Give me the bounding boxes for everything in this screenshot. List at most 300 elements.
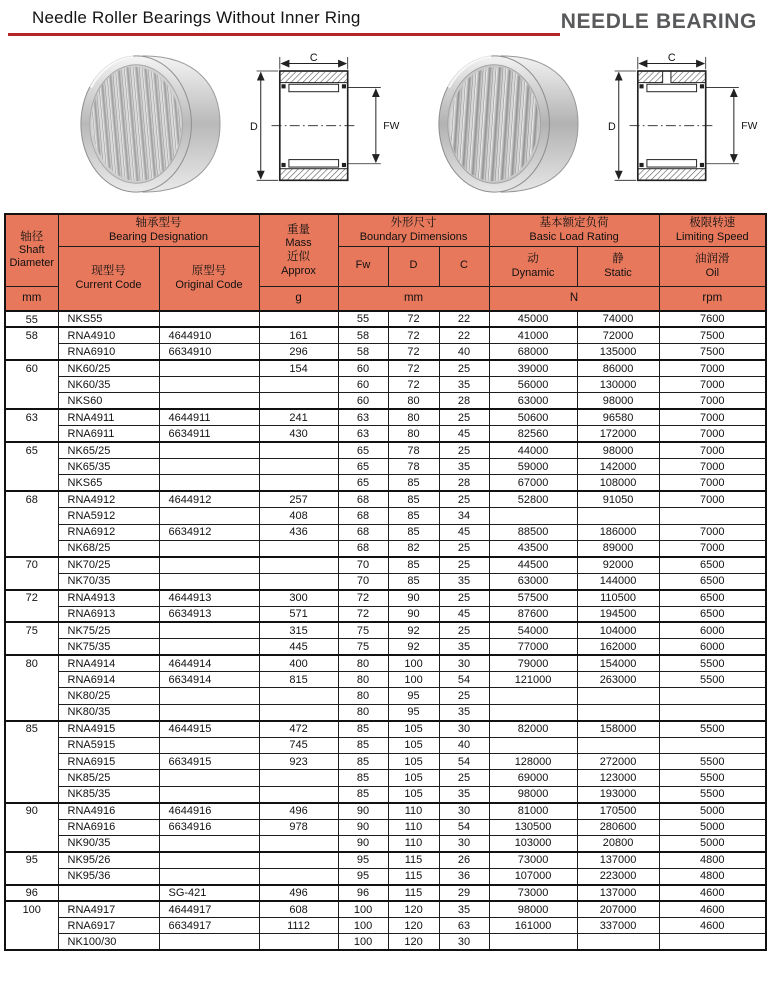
fw-cell: 100 xyxy=(338,934,388,950)
header-boundary-dimensions: 外形尺寸 Boundary Dimensions xyxy=(338,214,489,246)
oil-speed-cell: 7600 xyxy=(659,311,766,327)
current-code-cell: NKS60 xyxy=(58,393,159,409)
current-code-cell: RNA6914 xyxy=(58,672,159,688)
dynamic-load-cell: 52800 xyxy=(489,491,577,507)
original-code-cell xyxy=(159,557,259,573)
mass-cell: 400 xyxy=(259,655,338,671)
table-row xyxy=(5,885,766,901)
c-cell: 35 xyxy=(439,573,489,589)
table-row xyxy=(5,672,766,688)
original-code-cell xyxy=(159,622,259,638)
unit-g: g xyxy=(259,286,338,311)
oil-speed-cell: 7000 xyxy=(659,442,766,458)
oil-speed-cell xyxy=(659,508,766,524)
mass-cell: 436 xyxy=(259,524,338,540)
dynamic-load-cell: 57500 xyxy=(489,590,577,606)
original-code-cell xyxy=(159,393,259,409)
oil-speed-cell: 4600 xyxy=(659,901,766,917)
oil-speed-cell: 7000 xyxy=(659,426,766,442)
mass-cell: 445 xyxy=(259,639,338,655)
brand-logo-text: NEEDLE BEARING xyxy=(560,10,757,33)
static-load-cell: 142000 xyxy=(577,459,659,475)
fw-cell: 85 xyxy=(338,721,388,737)
original-code-cell: 6634912 xyxy=(159,524,259,540)
bearing-photo-1 xyxy=(74,46,222,202)
oil-speed-cell: 5000 xyxy=(659,803,766,819)
c-cell: 22 xyxy=(439,327,489,343)
bearing-spec-table xyxy=(4,213,767,951)
d-cell: 80 xyxy=(388,393,439,409)
current-code-cell: NK90/35 xyxy=(58,836,159,852)
d-cell: 105 xyxy=(388,737,439,753)
header-bearing-designation: 轴承型号 Bearing Designation xyxy=(58,214,259,246)
oil-speed-cell: 6500 xyxy=(659,590,766,606)
mass-cell xyxy=(259,704,338,720)
current-code-cell: RNA5912 xyxy=(58,508,159,524)
current-code-cell: NK80/35 xyxy=(58,704,159,720)
c-cell: 34 xyxy=(439,508,489,524)
c-cell: 35 xyxy=(439,639,489,655)
original-code-cell xyxy=(159,475,259,491)
table-row xyxy=(5,475,766,491)
oil-speed-cell xyxy=(659,737,766,753)
table-row xyxy=(5,786,766,802)
current-code-cell: NK60/35 xyxy=(58,377,159,393)
header-fw: Fw xyxy=(338,246,388,286)
unit-mm-boundary: mm xyxy=(338,286,489,311)
d-cell: 110 xyxy=(388,819,439,835)
table-row xyxy=(5,803,766,819)
current-code-cell: RNA6916 xyxy=(58,819,159,835)
current-code-cell: NK75/35 xyxy=(58,639,159,655)
c-cell: 35 xyxy=(439,704,489,720)
fw-cell: 65 xyxy=(338,459,388,475)
title-underline xyxy=(8,7,560,36)
fw-cell: 68 xyxy=(338,524,388,540)
header-basic-load-rating: 基本额定负荷 Basic Load Rating xyxy=(489,214,659,246)
c-cell: 25 xyxy=(439,409,489,425)
original-code-cell xyxy=(159,852,259,868)
mass-cell: 161 xyxy=(259,327,338,343)
original-code-cell xyxy=(159,377,259,393)
dynamic-load-cell: 56000 xyxy=(489,377,577,393)
header-oil: 油润滑 Oil xyxy=(659,246,766,286)
c-cell: 54 xyxy=(439,672,489,688)
table-row xyxy=(5,917,766,933)
original-code-cell: 4644913 xyxy=(159,590,259,606)
table-row xyxy=(5,754,766,770)
original-code-cell: 6634915 xyxy=(159,754,259,770)
original-code-cell xyxy=(159,737,259,753)
static-load-cell: 158000 xyxy=(577,721,659,737)
fw-cell: 85 xyxy=(338,786,388,802)
d-cell: 115 xyxy=(388,868,439,884)
shaft-diameter-cell: 60 xyxy=(5,360,58,409)
original-code-cell: 4644915 xyxy=(159,721,259,737)
table-body xyxy=(5,311,766,950)
header-shaft-diameter: 轴径 Shaft Diameter xyxy=(5,214,58,286)
fw-cell: 80 xyxy=(338,688,388,704)
fw-dim-label: FW xyxy=(383,120,400,132)
d-cell: 85 xyxy=(388,573,439,589)
d-cell: 90 xyxy=(388,606,439,622)
oil-speed-cell: 5500 xyxy=(659,770,766,786)
static-load-cell: 193000 xyxy=(577,786,659,802)
table-row xyxy=(5,360,766,376)
c-cell: 45 xyxy=(439,524,489,540)
d-cell: 85 xyxy=(388,557,439,573)
c-cell: 25 xyxy=(439,540,489,556)
original-code-cell: 6634911 xyxy=(159,426,259,442)
fw-cell: 65 xyxy=(338,442,388,458)
table-row xyxy=(5,573,766,589)
d-cell: 85 xyxy=(388,491,439,507)
mass-cell xyxy=(259,557,338,573)
table-row xyxy=(5,704,766,720)
current-code-cell: RNA4917 xyxy=(58,901,159,917)
dynamic-load-cell: 73000 xyxy=(489,852,577,868)
header-d: D xyxy=(388,246,439,286)
d-cell: 78 xyxy=(388,459,439,475)
static-load-cell: 72000 xyxy=(577,327,659,343)
oil-speed-cell: 5500 xyxy=(659,655,766,671)
static-load-cell: 135000 xyxy=(577,344,659,360)
current-code-cell: RNA6913 xyxy=(58,606,159,622)
current-code-cell: NK70/35 xyxy=(58,573,159,589)
c-cell: 30 xyxy=(439,934,489,950)
fw-cell: 75 xyxy=(338,639,388,655)
static-load-cell: 280600 xyxy=(577,819,659,835)
dynamic-load-cell: 39000 xyxy=(489,360,577,376)
dynamic-load-cell xyxy=(489,934,577,950)
dynamic-load-cell: 82560 xyxy=(489,426,577,442)
oil-speed-cell xyxy=(659,934,766,950)
original-code-cell xyxy=(159,442,259,458)
c-cell: 30 xyxy=(439,803,489,819)
fw-cell: 65 xyxy=(338,475,388,491)
static-load-cell: 91050 xyxy=(577,491,659,507)
mass-cell: 154 xyxy=(259,360,338,376)
static-load-cell xyxy=(577,704,659,720)
oil-speed-cell: 6000 xyxy=(659,639,766,655)
original-code-cell: 6634917 xyxy=(159,917,259,933)
fw-cell: 72 xyxy=(338,590,388,606)
current-code-cell: NK65/25 xyxy=(58,442,159,458)
static-load-cell: 272000 xyxy=(577,754,659,770)
d-cell: 85 xyxy=(388,508,439,524)
fw-cell: 90 xyxy=(338,836,388,852)
shaft-diameter-cell: 65 xyxy=(5,442,58,491)
dynamic-load-cell: 44000 xyxy=(489,442,577,458)
c-cell: 30 xyxy=(439,655,489,671)
current-code-cell: RNA4912 xyxy=(58,491,159,507)
current-code-cell: RNA4910 xyxy=(58,327,159,343)
current-code-cell: NKS55 xyxy=(58,311,159,327)
oil-speed-cell: 7000 xyxy=(659,475,766,491)
mass-cell xyxy=(259,852,338,868)
mass-cell: 408 xyxy=(259,508,338,524)
current-code-cell: RNA5915 xyxy=(58,737,159,753)
original-code-cell xyxy=(159,540,259,556)
title-bar xyxy=(0,0,769,36)
c-cell: 35 xyxy=(439,459,489,475)
oil-speed-cell: 4800 xyxy=(659,852,766,868)
dynamic-load-cell: 103000 xyxy=(489,836,577,852)
d-cell: 110 xyxy=(388,803,439,819)
original-code-cell: 6634910 xyxy=(159,344,259,360)
c-cell: 25 xyxy=(439,557,489,573)
c-cell: 45 xyxy=(439,426,489,442)
d-cell: 80 xyxy=(388,409,439,425)
dynamic-load-cell: 69000 xyxy=(489,770,577,786)
fw-cell: 58 xyxy=(338,327,388,343)
mass-cell: 608 xyxy=(259,901,338,917)
table-row xyxy=(5,524,766,540)
header-original-code: 原型号 Original Code xyxy=(159,246,259,311)
oil-speed-cell: 7000 xyxy=(659,524,766,540)
fw-cell: 55 xyxy=(338,311,388,327)
dynamic-load-cell: 41000 xyxy=(489,327,577,343)
static-load-cell: 110500 xyxy=(577,590,659,606)
oil-speed-cell: 5000 xyxy=(659,819,766,835)
dynamic-load-cell: 54000 xyxy=(489,622,577,638)
shaft-diameter-cell: 68 xyxy=(5,491,58,557)
table-row xyxy=(5,836,766,852)
table-header xyxy=(5,214,766,311)
current-code-cell: NK85/25 xyxy=(58,770,159,786)
c-cell: 25 xyxy=(439,688,489,704)
original-code-cell xyxy=(159,360,259,376)
oil-speed-cell: 7000 xyxy=(659,409,766,425)
static-load-cell xyxy=(577,737,659,753)
static-load-cell: 130000 xyxy=(577,377,659,393)
shaft-diameter-cell: 95 xyxy=(5,852,58,885)
current-code-cell: RNA6911 xyxy=(58,426,159,442)
fw-cell: 60 xyxy=(338,360,388,376)
dynamic-load-cell xyxy=(489,688,577,704)
table-row xyxy=(5,819,766,835)
mass-cell xyxy=(259,377,338,393)
oil-speed-cell: 6500 xyxy=(659,573,766,589)
static-load-cell: 223000 xyxy=(577,868,659,884)
table-row xyxy=(5,868,766,884)
original-code-cell xyxy=(159,508,259,524)
c-cell: 30 xyxy=(439,836,489,852)
dynamic-load-cell: 44500 xyxy=(489,557,577,573)
static-load-cell xyxy=(577,508,659,524)
static-load-cell: 170500 xyxy=(577,803,659,819)
table-row xyxy=(5,409,766,425)
fw-dim-label: FW xyxy=(741,120,758,132)
static-load-cell xyxy=(577,934,659,950)
static-load-cell: 96580 xyxy=(577,409,659,425)
original-code-cell xyxy=(159,459,259,475)
current-code-cell: RNA6910 xyxy=(58,344,159,360)
static-load-cell: 123000 xyxy=(577,770,659,786)
current-code-cell: RNA6917 xyxy=(58,917,159,933)
table-row xyxy=(5,459,766,475)
static-load-cell: 86000 xyxy=(577,360,659,376)
d-cell: 85 xyxy=(388,524,439,540)
d-cell: 90 xyxy=(388,590,439,606)
c-dim-label: C xyxy=(309,51,318,64)
dynamic-load-cell: 88500 xyxy=(489,524,577,540)
c-cell: 45 xyxy=(439,606,489,622)
table-row xyxy=(5,852,766,868)
fw-cell: 85 xyxy=(338,737,388,753)
mass-cell xyxy=(259,836,338,852)
shaft-diameter-cell: 70 xyxy=(5,557,58,590)
dynamic-load-cell: 43500 xyxy=(489,540,577,556)
fw-cell: 63 xyxy=(338,426,388,442)
fw-cell: 60 xyxy=(338,393,388,409)
oil-speed-cell: 7000 xyxy=(659,540,766,556)
d-cell: 72 xyxy=(388,311,439,327)
original-code-cell xyxy=(159,311,259,327)
static-load-cell: 20800 xyxy=(577,836,659,852)
current-code-cell: RNA4911 xyxy=(58,409,159,425)
d-cell: 72 xyxy=(388,327,439,343)
c-cell: 40 xyxy=(439,737,489,753)
oil-speed-cell: 4800 xyxy=(659,868,766,884)
original-code-cell xyxy=(159,704,259,720)
oil-speed-cell: 5500 xyxy=(659,672,766,688)
mass-cell: 496 xyxy=(259,885,338,901)
unit-n: N xyxy=(489,286,659,311)
static-load-cell: 98000 xyxy=(577,442,659,458)
table-row xyxy=(5,442,766,458)
dynamic-load-cell: 77000 xyxy=(489,639,577,655)
d-cell: 80 xyxy=(388,426,439,442)
d-cell: 115 xyxy=(388,885,439,901)
c-cell: 35 xyxy=(439,377,489,393)
header-mass: 重量 Mass 近似 Approx xyxy=(259,214,338,286)
oil-speed-cell: 7000 xyxy=(659,360,766,376)
mass-cell: 472 xyxy=(259,721,338,737)
fw-cell: 90 xyxy=(338,803,388,819)
table-row xyxy=(5,540,766,556)
fw-cell: 75 xyxy=(338,622,388,638)
table-row xyxy=(5,377,766,393)
mass-cell: 257 xyxy=(259,491,338,507)
c-cell: 63 xyxy=(439,917,489,933)
mass-cell: 815 xyxy=(259,672,338,688)
dynamic-load-cell: 67000 xyxy=(489,475,577,491)
dynamic-load-cell: 128000 xyxy=(489,754,577,770)
oil-speed-cell: 7000 xyxy=(659,377,766,393)
dynamic-load-cell: 59000 xyxy=(489,459,577,475)
current-code-cell: NK85/35 xyxy=(58,786,159,802)
original-code-cell xyxy=(159,573,259,589)
c-cell: 25 xyxy=(439,442,489,458)
original-code-cell xyxy=(159,770,259,786)
dynamic-load-cell: 82000 xyxy=(489,721,577,737)
c-cell: 35 xyxy=(439,786,489,802)
table-row xyxy=(5,557,766,573)
dynamic-load-cell: 63000 xyxy=(489,393,577,409)
dynamic-load-cell: 79000 xyxy=(489,655,577,671)
oil-speed-cell: 6500 xyxy=(659,557,766,573)
c-cell: 36 xyxy=(439,868,489,884)
table-row xyxy=(5,721,766,737)
mass-cell: 745 xyxy=(259,737,338,753)
fw-cell: 85 xyxy=(338,754,388,770)
mass-cell: 571 xyxy=(259,606,338,622)
figures-row xyxy=(0,36,769,211)
static-load-cell: 104000 xyxy=(577,622,659,638)
static-load-cell: 194500 xyxy=(577,606,659,622)
static-load-cell: 207000 xyxy=(577,901,659,917)
mass-cell xyxy=(259,688,338,704)
static-load-cell: 144000 xyxy=(577,573,659,589)
oil-speed-cell: 4600 xyxy=(659,885,766,901)
original-code-cell xyxy=(159,639,259,655)
current-code-cell: RNA4913 xyxy=(58,590,159,606)
current-code-cell: NK68/25 xyxy=(58,540,159,556)
d-cell: 72 xyxy=(388,344,439,360)
original-code-cell xyxy=(159,868,259,884)
static-load-cell: 162000 xyxy=(577,639,659,655)
mass-cell: 923 xyxy=(259,754,338,770)
table-row xyxy=(5,327,766,343)
d-cell: 95 xyxy=(388,688,439,704)
fw-cell: 68 xyxy=(338,508,388,524)
original-code-cell: 4644916 xyxy=(159,803,259,819)
header-static: 静 Static xyxy=(577,246,659,286)
current-code-cell: RNA4916 xyxy=(58,803,159,819)
oil-speed-cell: 6500 xyxy=(659,606,766,622)
oil-speed-cell: 4600 xyxy=(659,917,766,933)
table-row xyxy=(5,688,766,704)
static-load-cell: 154000 xyxy=(577,655,659,671)
d-cell: 100 xyxy=(388,672,439,688)
table-row xyxy=(5,934,766,950)
static-load-cell: 108000 xyxy=(577,475,659,491)
shaft-diameter-cell: 80 xyxy=(5,655,58,721)
table-row xyxy=(5,393,766,409)
mass-cell: 315 xyxy=(259,622,338,638)
oil-speed-cell: 6000 xyxy=(659,622,766,638)
d-cell: 92 xyxy=(388,622,439,638)
dynamic-load-cell: 121000 xyxy=(489,672,577,688)
static-load-cell: 98000 xyxy=(577,393,659,409)
current-code-cell xyxy=(58,885,159,901)
header-c: C xyxy=(439,246,489,286)
table-row xyxy=(5,426,766,442)
dynamic-load-cell xyxy=(489,508,577,524)
current-code-cell: RNA4914 xyxy=(58,655,159,671)
fw-cell: 85 xyxy=(338,770,388,786)
header-dynamic: 动 Dynamic xyxy=(489,246,577,286)
d-cell: 120 xyxy=(388,917,439,933)
fw-cell: 70 xyxy=(338,573,388,589)
c-cell: 54 xyxy=(439,819,489,835)
table-row xyxy=(5,622,766,638)
bearing-photo-2 xyxy=(432,46,580,202)
dynamic-load-cell: 98000 xyxy=(489,786,577,802)
mass-cell xyxy=(259,393,338,409)
table-row xyxy=(5,606,766,622)
table-row xyxy=(5,639,766,655)
mass-cell xyxy=(259,475,338,491)
current-code-cell: NK60/25 xyxy=(58,360,159,376)
d-cell: 72 xyxy=(388,360,439,376)
dynamic-load-cell: 130500 xyxy=(489,819,577,835)
mass-cell: 496 xyxy=(259,803,338,819)
original-code-cell: SG-421 xyxy=(159,885,259,901)
d-cell: 120 xyxy=(388,901,439,917)
mass-cell: 1112 xyxy=(259,917,338,933)
